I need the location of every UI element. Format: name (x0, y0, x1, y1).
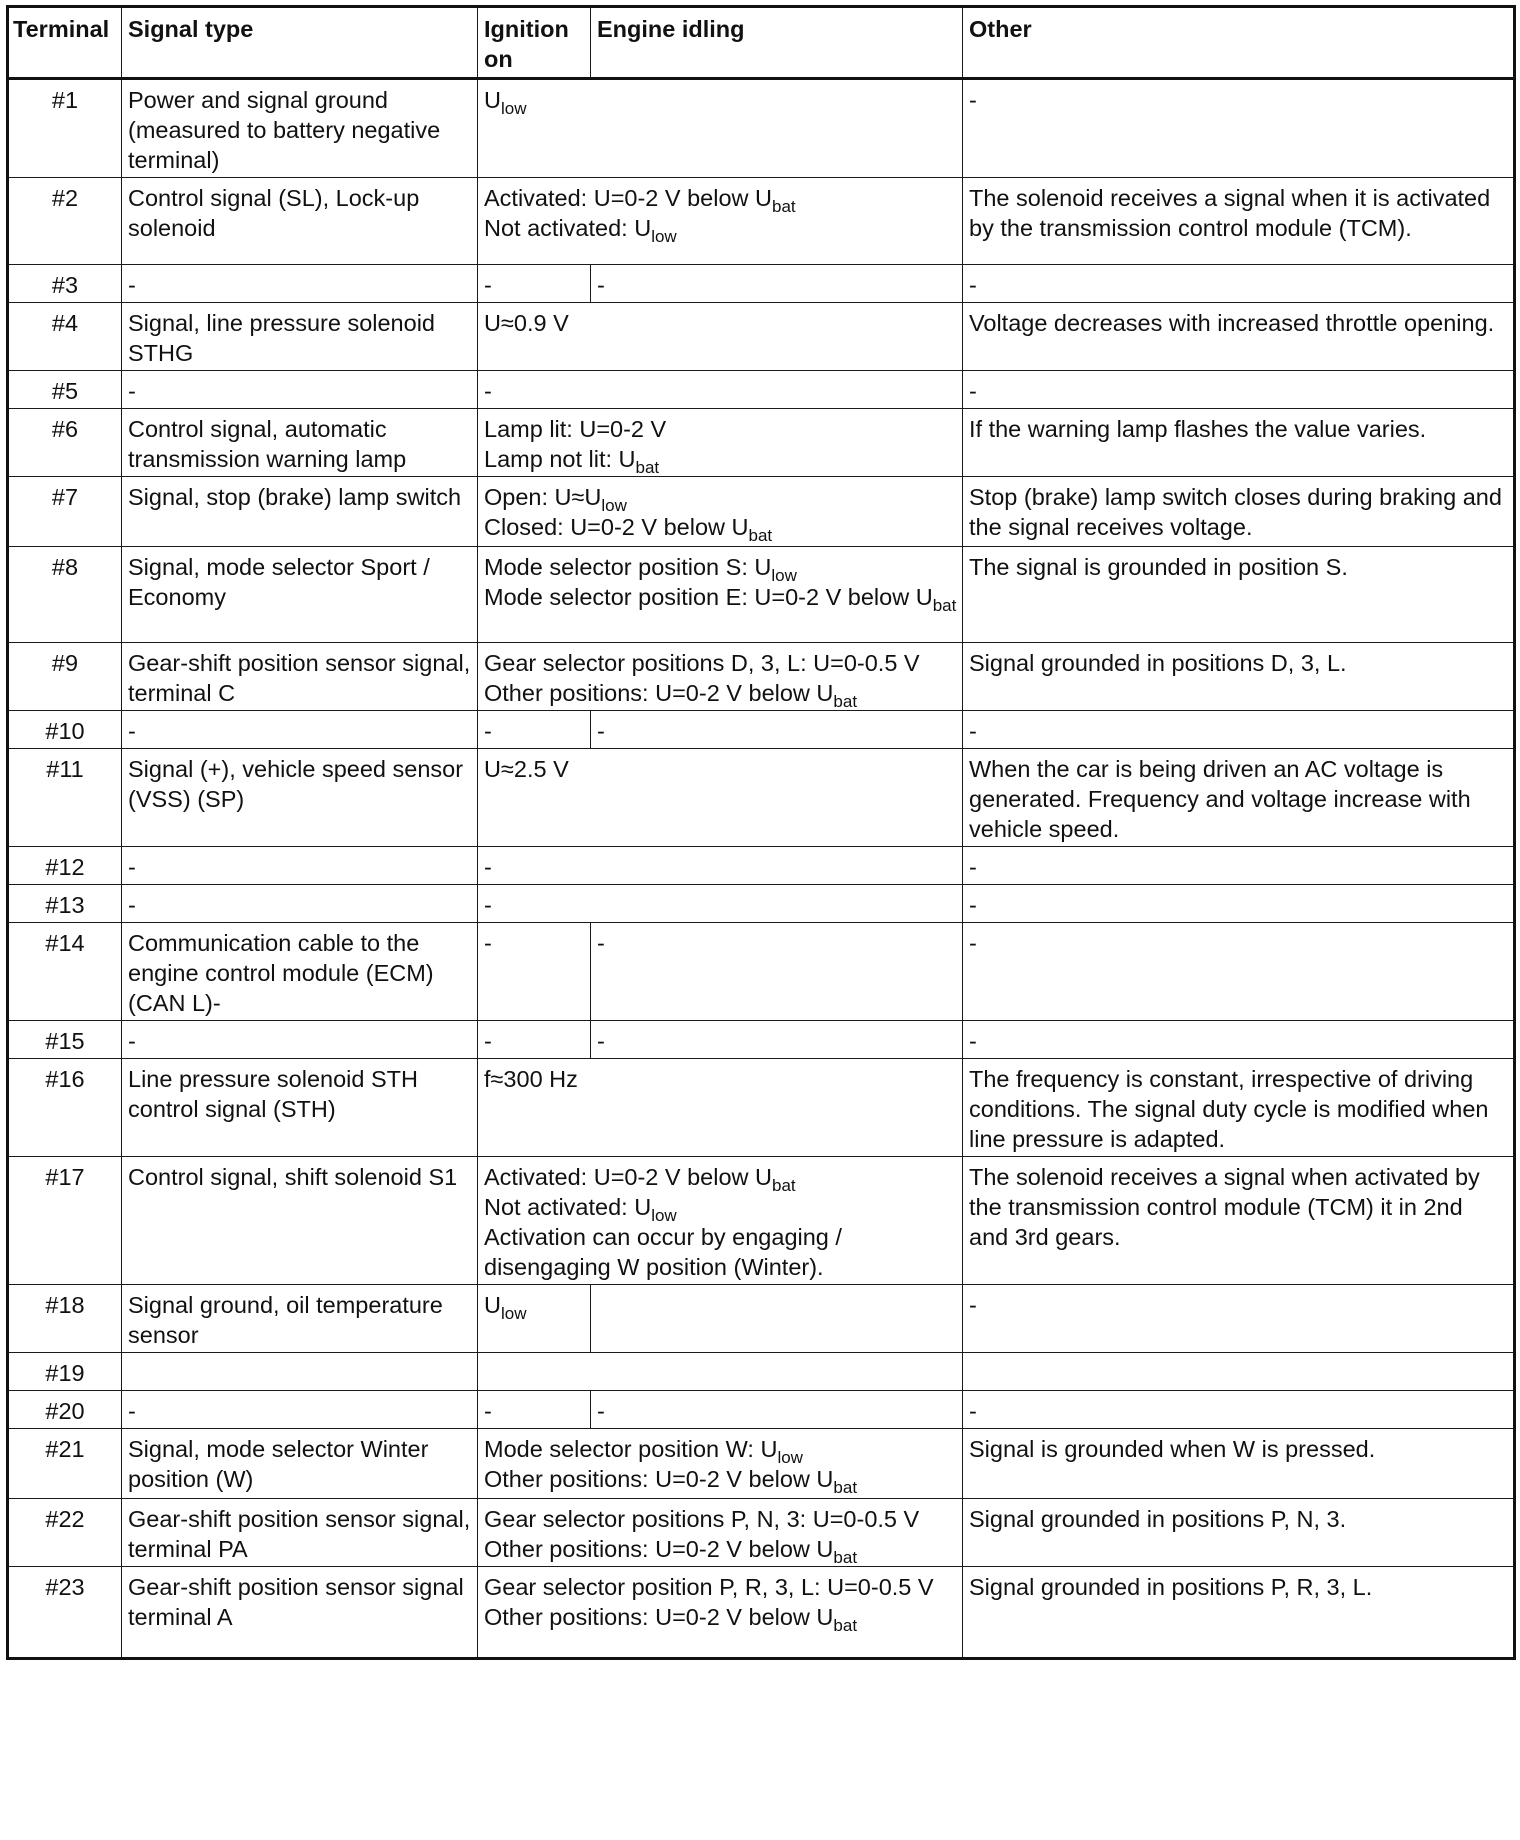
ignition-on-cell (478, 265, 591, 303)
signal-type-cell: Signal, line pressure solenoid STHG (122, 303, 478, 371)
terminal-cell: #7 (8, 477, 122, 547)
ignition-value: - (484, 930, 492, 956)
value-text: Lamp not lit: U (484, 446, 636, 472)
table-header-row (8, 7, 1515, 79)
value-text: Other positions: U=0-2 V below U (484, 1604, 834, 1630)
other-cell: - (963, 885, 1515, 923)
signal-type-cell: - (122, 1391, 478, 1429)
signal-type-cell: - (122, 1021, 478, 1059)
engine-idling-cell: - (591, 1391, 963, 1429)
value-line (484, 414, 957, 444)
value-text: - (484, 378, 492, 404)
terminal-cell: #20 (8, 1391, 122, 1429)
signal-type-cell: Signal, mode selector Winter position (W) (122, 1429, 478, 1499)
value-subscript: low (651, 227, 677, 246)
value-text: Closed: U=0-2 V below U (484, 514, 749, 540)
ignition-value: - (484, 272, 492, 298)
signal-type-cell: Signal (+), vehicle speed sensor (VSS) (SP) (122, 749, 478, 847)
value-cell (478, 303, 963, 371)
signal-type-cell: Gear-shift position sensor signal, terminal C (122, 643, 478, 711)
other-cell: - (963, 265, 1515, 303)
terminal-cell: #1 (8, 79, 122, 178)
ignition-value: - (484, 1028, 492, 1054)
header-terminal: Terminal (8, 7, 122, 79)
ignition-on-cell (478, 923, 591, 1021)
ignition-subscript: low (500, 1304, 527, 1323)
table-row (8, 265, 1515, 303)
value-cell (478, 1499, 963, 1567)
value-cell (478, 409, 963, 477)
table-row (8, 1157, 1515, 1285)
value-line (484, 1162, 957, 1195)
terminal-cell: #17 (8, 1157, 122, 1285)
other-cell: Signal is grounded when W is pressed. (963, 1429, 1515, 1499)
value-cell (478, 1353, 963, 1391)
value-line (484, 1222, 957, 1282)
other-cell: The solenoid receives a signal when activated by the transmission control module (TCM) it in 2nd and 3rd gears. (963, 1157, 1515, 1285)
ignition-on-cell (478, 1285, 591, 1353)
signal-type-cell: - (122, 847, 478, 885)
table-row (8, 1429, 1515, 1499)
value-cell (478, 1157, 963, 1285)
value-subscript: bat (833, 1548, 858, 1567)
table-row (8, 885, 1515, 923)
header-engine-idling: Engine idling (591, 7, 963, 79)
value-text: Gear selector position P, R, 3, L: U=0-0.5 V (484, 1574, 934, 1600)
value-line (484, 754, 957, 784)
other-cell: - (963, 923, 1515, 1021)
other-cell: Voltage decreases with increased throttle opening. (963, 303, 1515, 371)
value-subscript: bat (772, 197, 796, 216)
terminal-cell: #14 (8, 923, 122, 1021)
value-text: f≈300 Hz (484, 1066, 578, 1092)
value-subscript: low (651, 1206, 677, 1225)
ignition-value: - (484, 1398, 492, 1424)
value-line (484, 482, 957, 515)
terminal-signal-table-page (6, 5, 1516, 1660)
terminal-cell: #22 (8, 1499, 122, 1567)
other-cell: Signal grounded in positions D, 3, L. (963, 643, 1515, 711)
value-line (484, 1434, 957, 1467)
table-row (8, 547, 1515, 643)
table-row (8, 1567, 1515, 1659)
value-line (484, 213, 957, 246)
terminal-cell: #2 (8, 178, 122, 265)
value-text: Not activated: U (484, 1194, 652, 1220)
signal-type-cell: Control signal, automatic transmission warning lamp (122, 409, 478, 477)
other-cell: - (963, 847, 1515, 885)
value-line (484, 1192, 957, 1225)
terminal-cell: #5 (8, 371, 122, 409)
value-line (484, 376, 957, 406)
ignition-on-cell (478, 711, 591, 749)
value-subscript: low (777, 1448, 803, 1467)
table-row (8, 303, 1515, 371)
value-line (484, 444, 957, 477)
value-cell (478, 643, 963, 711)
value-line (484, 1064, 957, 1094)
terminal-cell: #11 (8, 749, 122, 847)
value-text: U≈0.9 V (484, 310, 569, 336)
value-text: Activated: U=0-2 V below U (484, 185, 773, 211)
terminal-cell: #4 (8, 303, 122, 371)
value-text: - (484, 892, 492, 918)
other-cell (963, 1353, 1515, 1391)
terminal-cell: #9 (8, 643, 122, 711)
value-subscript: bat (772, 1176, 796, 1195)
value-line (484, 1534, 957, 1567)
terminal-signal-table (6, 5, 1516, 1660)
ignition-on-cell (478, 1021, 591, 1059)
value-text: U≈2.5 V (484, 756, 569, 782)
terminal-cell: #8 (8, 547, 122, 643)
value-subscript: bat (833, 692, 858, 711)
terminal-cell: #19 (8, 1353, 122, 1391)
signal-type-cell: - (122, 711, 478, 749)
value-cell (478, 885, 963, 923)
value-cell (478, 477, 963, 547)
value-line (484, 308, 957, 338)
signal-type-cell: - (122, 885, 478, 923)
value-line (484, 852, 957, 882)
value-line (484, 85, 957, 118)
signal-type-cell: Line pressure solenoid STH control signal (STH) (122, 1059, 478, 1157)
value-line (484, 552, 957, 585)
value-cell (478, 371, 963, 409)
table-row (8, 409, 1515, 477)
table-row (8, 749, 1515, 847)
value-line (484, 582, 957, 615)
engine-idling-cell: - (591, 711, 963, 749)
other-cell: The signal is grounded in position S. (963, 547, 1515, 643)
value-subscript: bat (748, 526, 773, 545)
value-text: Other positions: U=0-2 V below U (484, 680, 834, 706)
other-cell: - (963, 1021, 1515, 1059)
value-cell (478, 1429, 963, 1499)
other-cell: - (963, 1285, 1515, 1353)
value-cell (478, 79, 963, 178)
table-row (8, 923, 1515, 1021)
terminal-cell: #23 (8, 1567, 122, 1659)
other-cell: When the car is being driven an AC voltage is generated. Frequency and voltage increase with vehicle speed. (963, 749, 1515, 847)
value-text: Other positions: U=0-2 V below U (484, 1536, 834, 1562)
value-text: U (484, 87, 501, 113)
table-row (8, 643, 1515, 711)
value-text: Gear selector positions P, N, 3: U=0-0.5 V (484, 1506, 920, 1532)
table-body (8, 79, 1515, 1659)
ignition-value: - (484, 718, 492, 744)
signal-type-cell: Power and signal ground (measured to battery negative terminal) (122, 79, 478, 178)
table-row (8, 371, 1515, 409)
other-cell: Signal grounded in positions P, N, 3. (963, 1499, 1515, 1567)
value-cell (478, 1567, 963, 1659)
other-cell: If the warning lamp flashes the value varies. (963, 409, 1515, 477)
terminal-cell: #18 (8, 1285, 122, 1353)
other-cell: - (963, 711, 1515, 749)
value-subscript: bat (932, 596, 957, 615)
header-signal-type: Signal type (122, 7, 478, 79)
other-cell: - (963, 1391, 1515, 1429)
value-text: Activated: U=0-2 V below U (484, 1164, 773, 1190)
header-ignition-on: Ignition on (478, 7, 591, 79)
table-row (8, 847, 1515, 885)
signal-type-cell: Control signal (SL), Lock-up solenoid (122, 178, 478, 265)
value-text: Open: U≈U (484, 484, 602, 510)
value-line (484, 890, 957, 920)
value-subscript: bat (833, 1616, 858, 1635)
value-cell (478, 847, 963, 885)
other-cell: The frequency is constant, irrespective of driving conditions. The signal duty cycle is modified when line pressure is adapted. (963, 1059, 1515, 1157)
other-cell: - (963, 79, 1515, 178)
signal-type-cell: Gear-shift position sensor signal terminal A (122, 1567, 478, 1659)
value-line (484, 648, 957, 678)
other-cell: The solenoid receives a signal when it is activated by the transmission control module (TCM). (963, 178, 1515, 265)
engine-idling-cell: - (591, 1021, 963, 1059)
engine-idling-cell: - (591, 265, 963, 303)
value-text: Mode selector position S: U (484, 554, 772, 580)
value-line (484, 1464, 957, 1497)
signal-type-cell: Control signal, shift solenoid S1 (122, 1157, 478, 1285)
table-row (8, 711, 1515, 749)
value-line (484, 183, 957, 216)
terminal-cell: #15 (8, 1021, 122, 1059)
table-row (8, 1353, 1515, 1391)
value-text: Other positions: U=0-2 V below U (484, 1466, 834, 1492)
engine-idling-cell: - (591, 923, 963, 1021)
table-row (8, 1059, 1515, 1157)
value-subscript: bat (635, 458, 660, 477)
ignition-on-cell (478, 1391, 591, 1429)
other-cell: Signal grounded in positions P, R, 3, L. (963, 1567, 1515, 1659)
value-text: Gear selector positions D, 3, L: U=0-0.5 V (484, 650, 920, 676)
terminal-cell: #13 (8, 885, 122, 923)
table-row (8, 1021, 1515, 1059)
value-text: Activation can occur by engaging / disengaging W position (Winter). (484, 1224, 842, 1280)
table-row (8, 1391, 1515, 1429)
signal-type-cell: Signal ground, oil temperature sensor (122, 1285, 478, 1353)
signal-type-cell: Communication cable to the engine control module (ECM) (CAN L)- (122, 923, 478, 1021)
value-text: Not activated: U (484, 215, 652, 241)
value-subscript: bat (833, 1478, 858, 1497)
table-row (8, 477, 1515, 547)
ignition-value: U (484, 1292, 501, 1318)
terminal-cell: #21 (8, 1429, 122, 1499)
terminal-cell: #10 (8, 711, 122, 749)
value-cell (478, 547, 963, 643)
value-subscript: low (500, 99, 527, 118)
signal-type-cell (122, 1353, 478, 1391)
terminal-cell: #12 (8, 847, 122, 885)
table-row (8, 178, 1515, 265)
table-row (8, 79, 1515, 178)
value-text: Mode selector position E: U=0-2 V below U (484, 584, 933, 610)
signal-type-cell: Signal, stop (brake) lamp switch (122, 477, 478, 547)
terminal-cell: #6 (8, 409, 122, 477)
table-row (8, 1285, 1515, 1353)
terminal-cell: #3 (8, 265, 122, 303)
value-cell (478, 178, 963, 265)
signal-type-cell: - (122, 265, 478, 303)
value-cell (478, 1059, 963, 1157)
value-line (484, 678, 957, 711)
header-other: Other (963, 7, 1515, 79)
signal-type-cell: - (122, 371, 478, 409)
terminal-cell: #16 (8, 1059, 122, 1157)
value-cell (478, 749, 963, 847)
value-line (484, 512, 957, 545)
table-row (8, 1499, 1515, 1567)
value-line (484, 1602, 957, 1635)
value-text: Mode selector position W: U (484, 1436, 778, 1462)
value-line (484, 1504, 957, 1534)
engine-idling-cell (591, 1285, 963, 1353)
signal-type-cell: Gear-shift position sensor signal, terminal PA (122, 1499, 478, 1567)
value-subscript: low (771, 566, 797, 585)
value-subscript: low (601, 496, 627, 515)
other-cell: Stop (brake) lamp switch closes during braking and the signal receives voltage. (963, 477, 1515, 547)
value-text: Lamp lit: U=0-2 V (484, 416, 667, 442)
other-cell: - (963, 371, 1515, 409)
signal-type-cell: Signal, mode selector Sport / Economy (122, 547, 478, 643)
value-text: - (484, 854, 492, 880)
value-line (484, 1572, 957, 1602)
